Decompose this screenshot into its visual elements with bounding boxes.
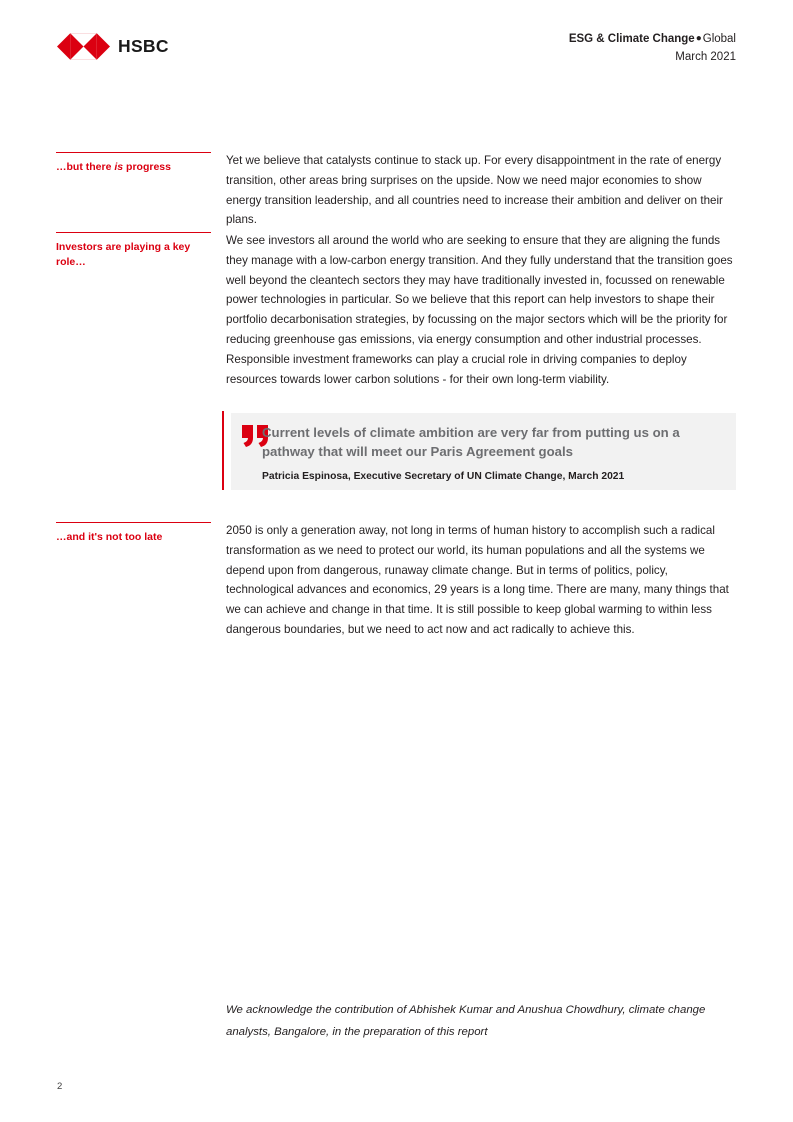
margin-note-not-too-late — [56, 522, 211, 545]
acknowledgement-note: We acknowledge the contribution of Abhishek Kumar and Anushua Chowdhury, climate change analysts, Bangalore, in the preparation of this report — [226, 1004, 706, 1038]
hsbc-hexagon-icon — [57, 29, 110, 64]
margin-note-investors — [56, 232, 211, 269]
header-title: ESG & Climate Change — [568, 33, 695, 45]
header-region: Global — [702, 33, 736, 45]
margin-note-rule — [56, 152, 211, 153]
paragraph-block-3 — [226, 521, 736, 640]
margin-note-label: …and it's not too late — [56, 531, 163, 543]
margin-note-suffix: progress — [123, 161, 171, 173]
body-paragraph: Yet we believe that catalysts continue to stack up. For every disappointment in the rate of energy transition, other areas bring surprises on the upside. Now we need major economies to show energy transition leadership, and all countries need to increase their ambition and deliver on their plans. — [226, 154, 723, 227]
header-date: March 2021 — [675, 51, 736, 63]
pullquote-text: Current levels of climate ambition are very far from putting us on a pathway that will meet our Paris Agreement goals — [262, 425, 680, 459]
hsbc-wordmark: HSBC — [118, 35, 169, 56]
body-paragraph: 2050 is only a generation away, not long in terms of human history to accomplish such a radical transformation as we need to protect our world, its human populations and all the systems we depend upon from dangerous, runaway climate change. But in terms of politics, policy, technological advances and economics, 29 years is a long time. There are many, many things that we can achieve and change in that time. It is still possible to keep global warming to within less dangerous boundaries, but we need to act now and act radically to achieve this. — [226, 524, 729, 636]
body-paragraph: We see investors all around the world who are seeking to ensure that they are aligning the funds they manage with a low-carbon energy transition. And they fully understand that the transition goes well beyond the cleantech sectors they may have traditionally invested in, focussed on renewable power technologies in particular. So we believe that this report can help investors to shape their portfolio decarbonisation strategies, by focussing on the major sectors which will be the priority for reducing greenhouse gas emissions, via energy consumption and other industrial processes. Responsible investment frameworks can play a crucial role in driving companies to deploy resources towards lower carbon solutions - for their own long-term viability. — [226, 234, 733, 386]
pullquote-content — [262, 423, 717, 484]
header-meta — [569, 31, 736, 65]
pullquote-block — [222, 411, 736, 490]
header-title-line — [569, 31, 736, 47]
hsbc-logo — [57, 29, 169, 64]
paragraph-block-2 — [226, 231, 736, 389]
margin-note-prefix: …but there — [56, 161, 115, 173]
paragraph-block-1 — [226, 151, 736, 230]
header-bullet-icon: ● — [695, 33, 702, 44]
pullquote-attribution: Patricia Espinosa, Executive Secretary of UN Climate Change, March 2021 — [262, 471, 625, 482]
margin-note-label: Investors are playing a key role… — [56, 241, 191, 268]
pullquote-accent-bar — [222, 411, 224, 490]
page-number: 2 — [57, 1081, 63, 1092]
margin-note-rule — [56, 232, 211, 233]
margin-note-emphasis: is — [114, 161, 124, 173]
margin-note-rule — [56, 522, 211, 523]
margin-note-label — [56, 160, 211, 175]
margin-note-progress — [56, 152, 211, 175]
page-header — [0, 0, 793, 80]
